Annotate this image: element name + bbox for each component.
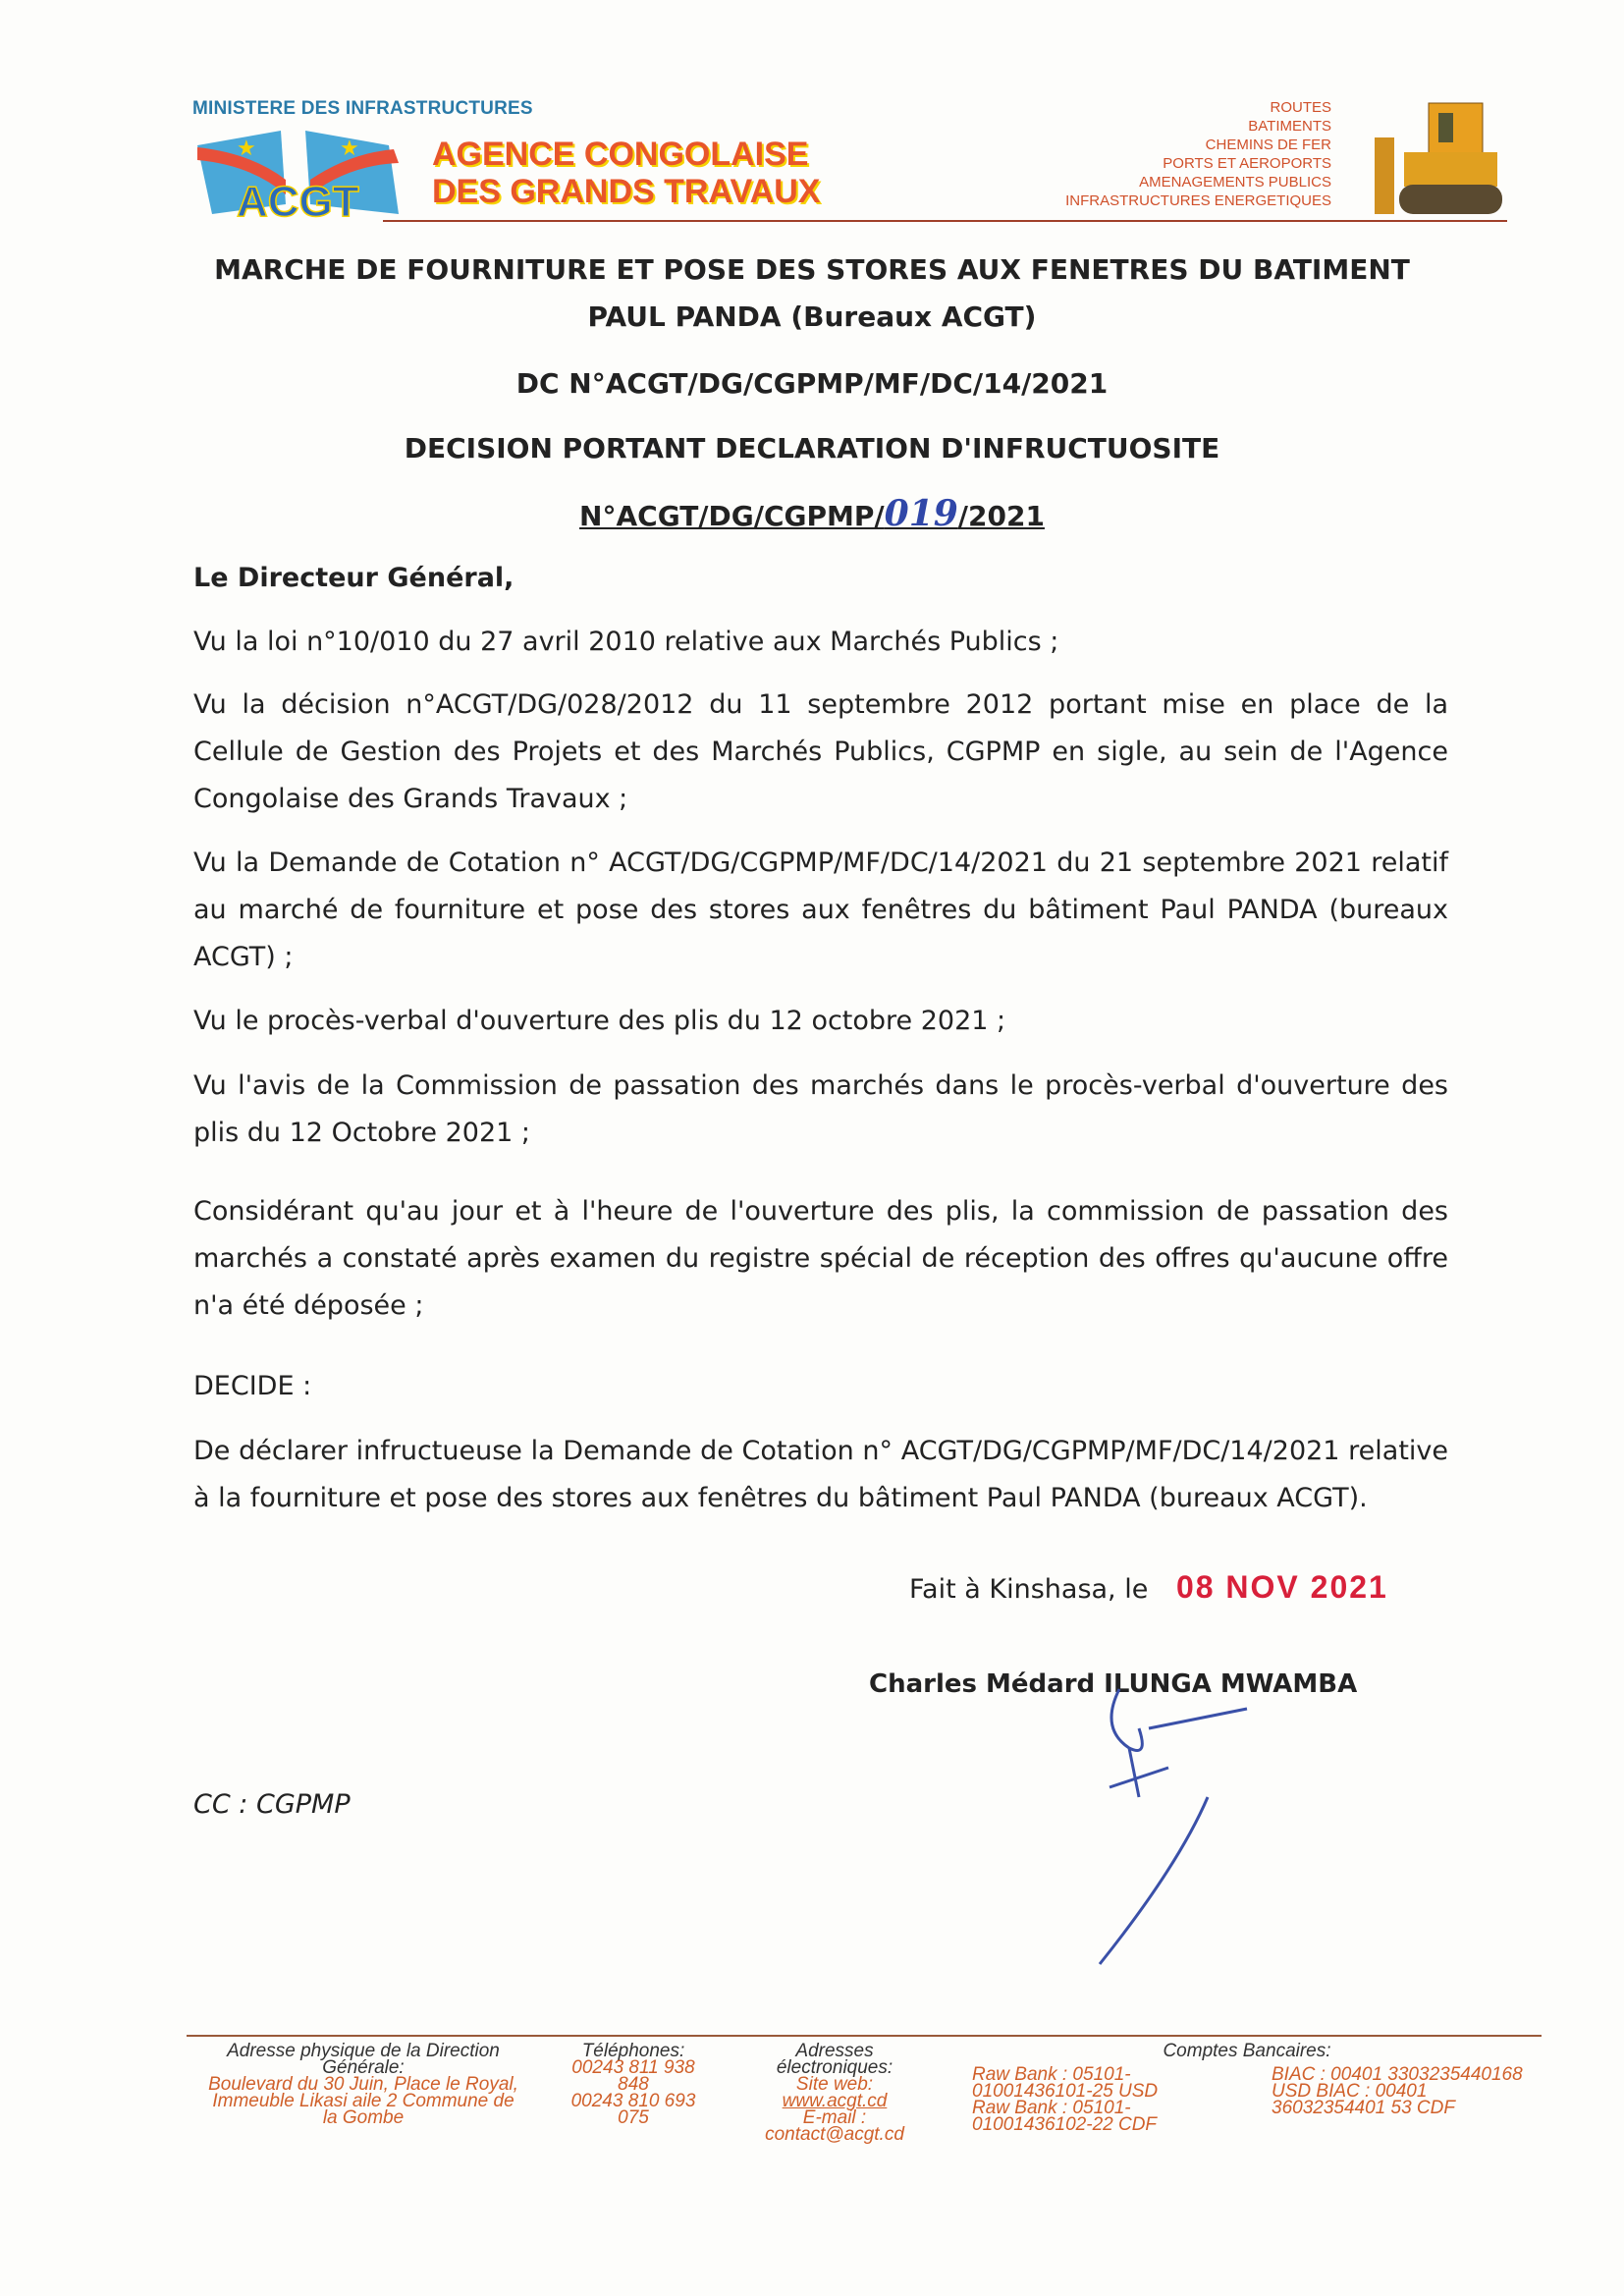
- bank-account: Raw Bank : 05101-01001436101-25 USD: [972, 2064, 1159, 2102]
- paragraph: Vu la Demande de Cotation n° ACGT/DG/CGPMP/MF/DC/14/2021 du 21 septembre 2021 relatif au marché de fourniture et pose des stores aux fenêtres du bâtiment Paul PANDA (bureaux ACGT) ;: [193, 847, 1448, 972]
- place-date: [909, 1569, 1388, 1606]
- paragraph: Vu la loi n°10/010 du 27 avril 2010 relative aux Marchés Publics ;: [193, 627, 1059, 657]
- decision-number: [0, 493, 1624, 534]
- decision-number-prefix: N°ACGT/DG/CGPMP/: [579, 500, 885, 532]
- footer: [187, 2035, 1542, 2145]
- bulldozer-icon: [1370, 98, 1507, 221]
- svg-text:★: ★: [340, 137, 359, 161]
- svg-text:★: ★: [237, 137, 256, 161]
- service-item: PORTS ET AEROPORTS: [1163, 155, 1331, 172]
- cc-line: CC : CGPMP: [193, 1789, 351, 1820]
- bank-account: Raw Bank : 05101-01001436102-22 CDF: [972, 2098, 1158, 2135]
- footer-phones: [555, 2043, 712, 2126]
- service-item: AMENAGEMENTS PUBLICS: [1139, 174, 1331, 191]
- date-stamp: 08 NOV 2021: [1175, 1569, 1388, 1605]
- paragraph: Considérant qu'au jour et à l'heure de l'ouverture des plis, la commission de passation des marchés a constaté après examen du registre spécial de réception des offres qu'aucune offre n'a été déposée ;: [193, 1196, 1448, 1321]
- title-line2: PAUL PANDA (Bureaux ACGT): [587, 301, 1037, 333]
- biac-accounts: BIAC : 00401 3303235440168 USD BIAC : 00401 36032354401 53 CDF: [1272, 2064, 1523, 2118]
- decision-title: DECISION PORTANT DECLARATION D'INFRUCTUOSITE: [404, 432, 1220, 465]
- salutation: Le Directeur Général,: [193, 563, 514, 593]
- email-label: E-mail :: [802, 2107, 867, 2128]
- agency-name-line1: AGENCE CONGOLAISE: [432, 136, 809, 173]
- acgt-logo: [192, 126, 418, 219]
- email-link[interactable]: contact@acgt.cd: [765, 2124, 904, 2145]
- title-line1: MARCHE DE FOURNITURE ET POSE DES STORES AUX FENETRES DU BATIMENT: [214, 253, 1410, 286]
- services-list: [1065, 98, 1331, 210]
- site-label: Site web:: [795, 2074, 874, 2095]
- service-item: BATIMENTS: [1248, 118, 1331, 135]
- agency-name: [432, 136, 820, 210]
- agency-name-line2: DES GRANDS TRAVAUX: [432, 173, 821, 210]
- phone: 00243 811 938 848: [571, 2057, 695, 2095]
- paragraph: Vu l'avis de la Commission de passation des marchés dans le procès-verbal d'ouverture des plis du 12 Octobre 2021 ;: [193, 1070, 1448, 1148]
- decision-number-suffix: /2021: [957, 500, 1045, 532]
- electronic-label: Adresses électroniques:: [776, 2041, 893, 2078]
- signatory-name: Charles Médard ILUNGA MWAMBA: [869, 1669, 1358, 1699]
- place-label: Fait à Kinshasa, le: [909, 1574, 1149, 1605]
- phone: 00243 810 693 075: [570, 2091, 696, 2128]
- logo-text: ACGT: [237, 178, 359, 219]
- dc-reference: DC N°ACGT/DG/CGPMP/MF/DC/14/2021: [515, 367, 1109, 400]
- address-label: Adresse physique de la Direction Générale:: [227, 2041, 500, 2078]
- rawbank-accounts: [972, 2066, 1198, 2133]
- bank-label: Comptes Bancaires:: [1163, 2041, 1331, 2061]
- footer-electronic: [751, 2043, 918, 2143]
- header-divider: [383, 220, 1507, 222]
- ministry-label: MINISTERE DES INFRASTRUCTURES: [192, 98, 533, 119]
- paragraph: Vu le procès-verbal d'ouverture des plis du 12 octobre 2021 ;: [193, 1006, 1006, 1036]
- website-link[interactable]: www.acgt.cd: [782, 2091, 888, 2111]
- service-item: ROUTES: [1270, 99, 1331, 116]
- footer-address: [206, 2043, 520, 2126]
- handwritten-number: 019: [884, 493, 958, 534]
- address: Boulevard du 30 Juin, Place le Royal, Immeuble Likasi aile 2 Commune de la Gombe: [208, 2074, 518, 2128]
- service-item: CHEMINS DE FER: [1205, 137, 1331, 153]
- phones-label: Téléphones:: [581, 2041, 685, 2061]
- paragraph: Vu la décision n°ACGT/DG/028/2012 du 11 septembre 2012 portant mise en place de la Cellule de Gestion des Projets et des Marchés Publics, CGPMP en sigle, au sein de l'Agence Congolaise des Grands Travaux ;: [193, 689, 1448, 814]
- decide-heading: DECIDE :: [193, 1371, 312, 1401]
- signature: [1070, 1669, 1267, 1984]
- paragraph: De déclarer infructueuse la Demande de Cotation n° ACGT/DG/CGPMP/MF/DC/14/2021 relative à la fourniture et pose des stores aux fenêtres du bâtiment Paul PANDA (bureaux ACGT).: [193, 1436, 1448, 1513]
- service-item: INFRASTRUCTURES ENERGETIQUES: [1065, 192, 1331, 209]
